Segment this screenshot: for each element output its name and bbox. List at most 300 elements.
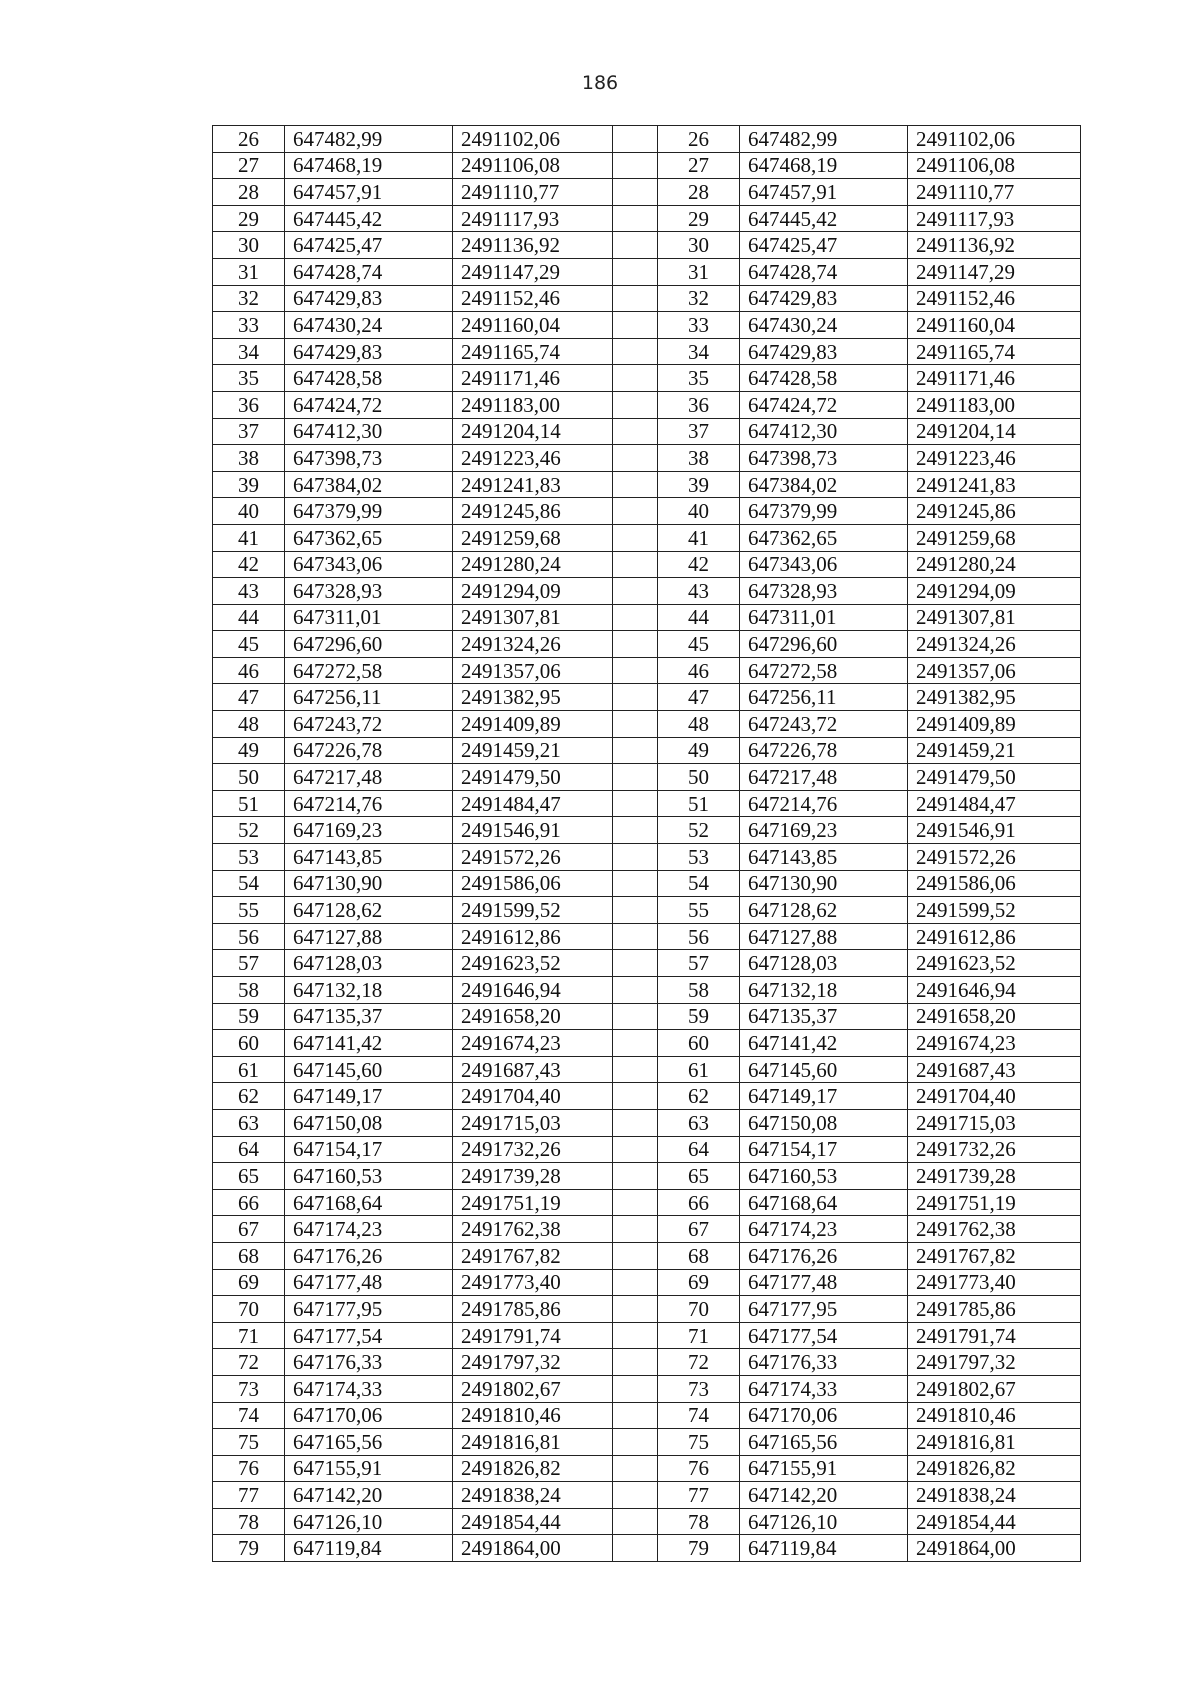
table-row xyxy=(213,1402,1081,1429)
left-y-coordinate-cell: 2491687,43 xyxy=(453,1056,613,1083)
right-y-coordinate-cell: 2491826,82 xyxy=(908,1455,1081,1482)
spacer-cell xyxy=(613,1429,658,1456)
left-y-coordinate-cell: 2491802,67 xyxy=(453,1375,613,1402)
right-y-coordinate-cell: 2491479,50 xyxy=(908,764,1081,791)
left-point-number-cell: 47 xyxy=(213,684,285,711)
spacer-cell xyxy=(613,498,658,525)
left-point-number-cell: 57 xyxy=(213,950,285,977)
right-point-number-cell: 37 xyxy=(658,418,740,445)
right-point-number-cell: 61 xyxy=(658,1056,740,1083)
left-x-coordinate-cell: 647126,10 xyxy=(285,1508,453,1535)
left-x-coordinate-cell: 647165,56 xyxy=(285,1429,453,1456)
left-y-coordinate-cell: 2491382,95 xyxy=(453,684,613,711)
left-y-coordinate-cell: 2491715,03 xyxy=(453,1109,613,1136)
right-y-coordinate-cell: 2491245,86 xyxy=(908,498,1081,525)
right-y-coordinate-cell: 2491732,26 xyxy=(908,1136,1081,1163)
spacer-cell xyxy=(613,152,658,179)
right-y-coordinate-cell: 2491280,24 xyxy=(908,551,1081,578)
right-x-coordinate-cell: 647425,47 xyxy=(740,232,908,259)
right-point-number-cell: 57 xyxy=(658,950,740,977)
right-point-number-cell: 71 xyxy=(658,1322,740,1349)
left-y-coordinate-cell: 2491572,26 xyxy=(453,844,613,871)
left-point-number-cell: 39 xyxy=(213,471,285,498)
right-x-coordinate-cell: 647428,58 xyxy=(740,365,908,392)
left-x-coordinate-cell: 647412,30 xyxy=(285,418,453,445)
right-point-number-cell: 59 xyxy=(658,1003,740,1030)
right-point-number-cell: 66 xyxy=(658,1189,740,1216)
left-y-coordinate-cell: 2491791,74 xyxy=(453,1322,613,1349)
left-point-number-cell: 58 xyxy=(213,977,285,1004)
right-point-number-cell: 28 xyxy=(658,179,740,206)
right-x-coordinate-cell: 647343,06 xyxy=(740,551,908,578)
right-x-coordinate-cell: 647429,83 xyxy=(740,338,908,365)
right-y-coordinate-cell: 2491773,40 xyxy=(908,1269,1081,1296)
left-y-coordinate-cell: 2491245,86 xyxy=(453,498,613,525)
spacer-cell xyxy=(613,1269,658,1296)
table-row xyxy=(213,1189,1081,1216)
right-y-coordinate-cell: 2491762,38 xyxy=(908,1216,1081,1243)
right-point-number-cell: 50 xyxy=(658,764,740,791)
spacer-cell xyxy=(613,897,658,924)
table-row xyxy=(213,365,1081,392)
left-point-number-cell: 31 xyxy=(213,258,285,285)
left-y-coordinate-cell: 2491294,09 xyxy=(453,578,613,605)
right-y-coordinate-cell: 2491259,68 xyxy=(908,524,1081,551)
left-y-coordinate-cell: 2491136,92 xyxy=(453,232,613,259)
right-point-number-cell: 75 xyxy=(658,1429,740,1456)
right-point-number-cell: 48 xyxy=(658,711,740,738)
right-y-coordinate-cell: 2491102,06 xyxy=(908,126,1081,153)
left-y-coordinate-cell: 2491459,21 xyxy=(453,737,613,764)
right-point-number-cell: 62 xyxy=(658,1083,740,1110)
spacer-cell xyxy=(613,1056,658,1083)
left-x-coordinate-cell: 647362,65 xyxy=(285,524,453,551)
left-x-coordinate-cell: 647150,08 xyxy=(285,1109,453,1136)
right-y-coordinate-cell: 2491152,46 xyxy=(908,285,1081,312)
left-x-coordinate-cell: 647141,42 xyxy=(285,1030,453,1057)
left-point-number-cell: 43 xyxy=(213,578,285,605)
table-row xyxy=(213,1508,1081,1535)
table-row xyxy=(213,578,1081,605)
right-y-coordinate-cell: 2491357,06 xyxy=(908,657,1081,684)
right-point-number-cell: 31 xyxy=(658,258,740,285)
right-x-coordinate-cell: 647127,88 xyxy=(740,923,908,950)
spacer-cell xyxy=(613,1003,658,1030)
table-row xyxy=(213,1269,1081,1296)
right-point-number-cell: 41 xyxy=(658,524,740,551)
spacer-cell xyxy=(613,790,658,817)
right-x-coordinate-cell: 647126,10 xyxy=(740,1508,908,1535)
table-row xyxy=(213,285,1081,312)
table-row xyxy=(213,1322,1081,1349)
left-x-coordinate-cell: 647160,53 xyxy=(285,1163,453,1190)
table-row xyxy=(213,418,1081,445)
left-point-number-cell: 42 xyxy=(213,551,285,578)
spacer-cell xyxy=(613,870,658,897)
right-y-coordinate-cell: 2491797,32 xyxy=(908,1349,1081,1376)
left-point-number-cell: 49 xyxy=(213,737,285,764)
right-point-number-cell: 73 xyxy=(658,1375,740,1402)
spacer-cell xyxy=(613,338,658,365)
right-x-coordinate-cell: 647445,42 xyxy=(740,205,908,232)
table-row xyxy=(213,1003,1081,1030)
right-y-coordinate-cell: 2491802,67 xyxy=(908,1375,1081,1402)
spacer-cell xyxy=(613,1402,658,1429)
right-x-coordinate-cell: 647143,85 xyxy=(740,844,908,871)
left-x-coordinate-cell: 647256,11 xyxy=(285,684,453,711)
spacer-cell xyxy=(613,631,658,658)
spacer-cell xyxy=(613,1349,658,1376)
right-y-coordinate-cell: 2491171,46 xyxy=(908,365,1081,392)
table-row xyxy=(213,1296,1081,1323)
right-y-coordinate-cell: 2491612,86 xyxy=(908,923,1081,950)
right-point-number-cell: 43 xyxy=(658,578,740,605)
right-y-coordinate-cell: 2491572,26 xyxy=(908,844,1081,871)
table-row xyxy=(213,923,1081,950)
right-x-coordinate-cell: 647311,01 xyxy=(740,604,908,631)
table-row xyxy=(213,152,1081,179)
right-point-number-cell: 69 xyxy=(658,1269,740,1296)
table-row xyxy=(213,498,1081,525)
left-point-number-cell: 52 xyxy=(213,817,285,844)
right-x-coordinate-cell: 647176,26 xyxy=(740,1242,908,1269)
left-y-coordinate-cell: 2491152,46 xyxy=(453,285,613,312)
spacer-cell xyxy=(613,205,658,232)
spacer-cell xyxy=(613,1508,658,1535)
table-row xyxy=(213,631,1081,658)
left-x-coordinate-cell: 647217,48 xyxy=(285,764,453,791)
right-x-coordinate-cell: 647174,23 xyxy=(740,1216,908,1243)
right-x-coordinate-cell: 647412,30 xyxy=(740,418,908,445)
left-point-number-cell: 50 xyxy=(213,764,285,791)
left-point-number-cell: 36 xyxy=(213,391,285,418)
right-y-coordinate-cell: 2491110,77 xyxy=(908,179,1081,206)
left-y-coordinate-cell: 2491739,28 xyxy=(453,1163,613,1190)
right-point-number-cell: 30 xyxy=(658,232,740,259)
table-row xyxy=(213,950,1081,977)
right-point-number-cell: 67 xyxy=(658,1216,740,1243)
left-x-coordinate-cell: 647311,01 xyxy=(285,604,453,631)
left-y-coordinate-cell: 2491409,89 xyxy=(453,711,613,738)
left-y-coordinate-cell: 2491110,77 xyxy=(453,179,613,206)
right-x-coordinate-cell: 647379,99 xyxy=(740,498,908,525)
right-point-number-cell: 54 xyxy=(658,870,740,897)
left-x-coordinate-cell: 647174,33 xyxy=(285,1375,453,1402)
left-y-coordinate-cell: 2491160,04 xyxy=(453,312,613,339)
table-row xyxy=(213,1056,1081,1083)
right-x-coordinate-cell: 647154,17 xyxy=(740,1136,908,1163)
spacer-cell xyxy=(613,1109,658,1136)
left-y-coordinate-cell: 2491241,83 xyxy=(453,471,613,498)
table-row xyxy=(213,1375,1081,1402)
table-row xyxy=(213,1455,1081,1482)
spacer-cell xyxy=(613,657,658,684)
table-row xyxy=(213,1163,1081,1190)
left-x-coordinate-cell: 647384,02 xyxy=(285,471,453,498)
table-row xyxy=(213,471,1081,498)
right-y-coordinate-cell: 2491165,74 xyxy=(908,338,1081,365)
left-x-coordinate-cell: 647177,48 xyxy=(285,1269,453,1296)
left-y-coordinate-cell: 2491767,82 xyxy=(453,1242,613,1269)
left-y-coordinate-cell: 2491147,29 xyxy=(453,258,613,285)
right-point-number-cell: 40 xyxy=(658,498,740,525)
left-x-coordinate-cell: 647142,20 xyxy=(285,1482,453,1509)
left-point-number-cell: 63 xyxy=(213,1109,285,1136)
left-x-coordinate-cell: 647174,23 xyxy=(285,1216,453,1243)
left-point-number-cell: 41 xyxy=(213,524,285,551)
right-y-coordinate-cell: 2491136,92 xyxy=(908,232,1081,259)
left-x-coordinate-cell: 647143,85 xyxy=(285,844,453,871)
right-point-number-cell: 74 xyxy=(658,1402,740,1429)
left-point-number-cell: 27 xyxy=(213,152,285,179)
left-point-number-cell: 64 xyxy=(213,1136,285,1163)
left-y-coordinate-cell: 2491773,40 xyxy=(453,1269,613,1296)
left-point-number-cell: 48 xyxy=(213,711,285,738)
coordinates-table-body xyxy=(213,126,1081,1562)
left-point-number-cell: 53 xyxy=(213,844,285,871)
left-x-coordinate-cell: 647168,64 xyxy=(285,1189,453,1216)
left-y-coordinate-cell: 2491183,00 xyxy=(453,391,613,418)
left-point-number-cell: 77 xyxy=(213,1482,285,1509)
spacer-cell xyxy=(613,711,658,738)
table-row xyxy=(213,551,1081,578)
right-point-number-cell: 47 xyxy=(658,684,740,711)
right-y-coordinate-cell: 2491382,95 xyxy=(908,684,1081,711)
table-row xyxy=(213,205,1081,232)
right-point-number-cell: 76 xyxy=(658,1455,740,1482)
left-y-coordinate-cell: 2491102,06 xyxy=(453,126,613,153)
spacer-cell xyxy=(613,179,658,206)
left-y-coordinate-cell: 2491165,74 xyxy=(453,338,613,365)
coordinates-table xyxy=(212,125,1081,1562)
left-y-coordinate-cell: 2491864,00 xyxy=(453,1535,613,1562)
right-x-coordinate-cell: 647468,19 xyxy=(740,152,908,179)
table-row xyxy=(213,1030,1081,1057)
left-y-coordinate-cell: 2491357,06 xyxy=(453,657,613,684)
left-point-number-cell: 71 xyxy=(213,1322,285,1349)
right-point-number-cell: 33 xyxy=(658,312,740,339)
page-number: 186 xyxy=(581,72,619,94)
left-point-number-cell: 67 xyxy=(213,1216,285,1243)
right-point-number-cell: 49 xyxy=(658,737,740,764)
spacer-cell xyxy=(613,391,658,418)
left-y-coordinate-cell: 2491259,68 xyxy=(453,524,613,551)
table-row xyxy=(213,1429,1081,1456)
right-x-coordinate-cell: 647430,24 xyxy=(740,312,908,339)
right-x-coordinate-cell: 647130,90 xyxy=(740,870,908,897)
spacer-cell xyxy=(613,365,658,392)
left-x-coordinate-cell: 647328,93 xyxy=(285,578,453,605)
spacer-cell xyxy=(613,1242,658,1269)
right-point-number-cell: 51 xyxy=(658,790,740,817)
right-point-number-cell: 72 xyxy=(658,1349,740,1376)
spacer-cell xyxy=(613,258,658,285)
left-x-coordinate-cell: 647176,33 xyxy=(285,1349,453,1376)
left-y-coordinate-cell: 2491810,46 xyxy=(453,1402,613,1429)
spacer-cell xyxy=(613,977,658,1004)
table-row xyxy=(213,764,1081,791)
spacer-cell xyxy=(613,923,658,950)
right-x-coordinate-cell: 647429,83 xyxy=(740,285,908,312)
right-point-number-cell: 56 xyxy=(658,923,740,950)
left-y-coordinate-cell: 2491674,23 xyxy=(453,1030,613,1057)
right-y-coordinate-cell: 2491674,23 xyxy=(908,1030,1081,1057)
right-point-number-cell: 52 xyxy=(658,817,740,844)
spacer-cell xyxy=(613,764,658,791)
spacer-cell xyxy=(613,285,658,312)
spacer-cell xyxy=(613,126,658,153)
left-point-number-cell: 32 xyxy=(213,285,285,312)
left-x-coordinate-cell: 647457,91 xyxy=(285,179,453,206)
right-point-number-cell: 26 xyxy=(658,126,740,153)
left-point-number-cell: 65 xyxy=(213,1163,285,1190)
left-point-number-cell: 45 xyxy=(213,631,285,658)
left-point-number-cell: 60 xyxy=(213,1030,285,1057)
left-x-coordinate-cell: 647170,06 xyxy=(285,1402,453,1429)
table-row xyxy=(213,1535,1081,1562)
right-x-coordinate-cell: 647169,23 xyxy=(740,817,908,844)
left-x-coordinate-cell: 647176,26 xyxy=(285,1242,453,1269)
right-y-coordinate-cell: 2491160,04 xyxy=(908,312,1081,339)
left-x-coordinate-cell: 647430,24 xyxy=(285,312,453,339)
table-row xyxy=(213,870,1081,897)
right-point-number-cell: 60 xyxy=(658,1030,740,1057)
right-y-coordinate-cell: 2491241,83 xyxy=(908,471,1081,498)
right-point-number-cell: 45 xyxy=(658,631,740,658)
spacer-cell xyxy=(613,1482,658,1509)
right-x-coordinate-cell: 647482,99 xyxy=(740,126,908,153)
right-point-number-cell: 34 xyxy=(658,338,740,365)
right-y-coordinate-cell: 2491294,09 xyxy=(908,578,1081,605)
table-row xyxy=(213,1136,1081,1163)
left-y-coordinate-cell: 2491785,86 xyxy=(453,1296,613,1323)
left-y-coordinate-cell: 2491586,06 xyxy=(453,870,613,897)
table-row xyxy=(213,657,1081,684)
right-y-coordinate-cell: 2491459,21 xyxy=(908,737,1081,764)
right-x-coordinate-cell: 647150,08 xyxy=(740,1109,908,1136)
right-x-coordinate-cell: 647256,11 xyxy=(740,684,908,711)
right-point-number-cell: 42 xyxy=(658,551,740,578)
left-point-number-cell: 69 xyxy=(213,1269,285,1296)
spacer-cell xyxy=(613,445,658,472)
table-row xyxy=(213,179,1081,206)
left-x-coordinate-cell: 647428,58 xyxy=(285,365,453,392)
left-point-number-cell: 59 xyxy=(213,1003,285,1030)
table-row xyxy=(213,258,1081,285)
left-point-number-cell: 76 xyxy=(213,1455,285,1482)
right-y-coordinate-cell: 2491409,89 xyxy=(908,711,1081,738)
right-point-number-cell: 68 xyxy=(658,1242,740,1269)
spacer-cell xyxy=(613,1322,658,1349)
left-point-number-cell: 35 xyxy=(213,365,285,392)
spacer-cell xyxy=(613,1375,658,1402)
left-point-number-cell: 73 xyxy=(213,1375,285,1402)
table-row xyxy=(213,790,1081,817)
table-row xyxy=(213,232,1081,259)
right-y-coordinate-cell: 2491810,46 xyxy=(908,1402,1081,1429)
table-row xyxy=(213,1349,1081,1376)
spacer-cell xyxy=(613,817,658,844)
right-x-coordinate-cell: 647217,48 xyxy=(740,764,908,791)
spacer-cell xyxy=(613,1535,658,1562)
right-y-coordinate-cell: 2491704,40 xyxy=(908,1083,1081,1110)
left-y-coordinate-cell: 2491816,81 xyxy=(453,1429,613,1456)
left-x-coordinate-cell: 647468,19 xyxy=(285,152,453,179)
right-y-coordinate-cell: 2491204,14 xyxy=(908,418,1081,445)
table-row xyxy=(213,977,1081,1004)
left-point-number-cell: 37 xyxy=(213,418,285,445)
spacer-cell xyxy=(613,312,658,339)
right-x-coordinate-cell: 647243,72 xyxy=(740,711,908,738)
right-point-number-cell: 65 xyxy=(658,1163,740,1190)
spacer-cell xyxy=(613,950,658,977)
right-point-number-cell: 29 xyxy=(658,205,740,232)
table-row xyxy=(213,737,1081,764)
table-row xyxy=(213,817,1081,844)
left-y-coordinate-cell: 2491117,93 xyxy=(453,205,613,232)
right-x-coordinate-cell: 647135,37 xyxy=(740,1003,908,1030)
left-y-coordinate-cell: 2491646,94 xyxy=(453,977,613,1004)
table-row xyxy=(213,1109,1081,1136)
left-x-coordinate-cell: 647119,84 xyxy=(285,1535,453,1562)
left-x-coordinate-cell: 647149,17 xyxy=(285,1083,453,1110)
left-x-coordinate-cell: 647482,99 xyxy=(285,126,453,153)
left-point-number-cell: 62 xyxy=(213,1083,285,1110)
right-y-coordinate-cell: 2491816,81 xyxy=(908,1429,1081,1456)
left-point-number-cell: 44 xyxy=(213,604,285,631)
spacer-cell xyxy=(613,1030,658,1057)
left-y-coordinate-cell: 2491658,20 xyxy=(453,1003,613,1030)
right-y-coordinate-cell: 2491791,74 xyxy=(908,1322,1081,1349)
left-y-coordinate-cell: 2491484,47 xyxy=(453,790,613,817)
right-x-coordinate-cell: 647142,20 xyxy=(740,1482,908,1509)
right-y-coordinate-cell: 2491838,24 xyxy=(908,1482,1081,1509)
left-x-coordinate-cell: 647343,06 xyxy=(285,551,453,578)
right-y-coordinate-cell: 2491715,03 xyxy=(908,1109,1081,1136)
right-point-number-cell: 63 xyxy=(658,1109,740,1136)
left-y-coordinate-cell: 2491324,26 xyxy=(453,631,613,658)
left-y-coordinate-cell: 2491204,14 xyxy=(453,418,613,445)
left-point-number-cell: 70 xyxy=(213,1296,285,1323)
spacer-cell xyxy=(613,844,658,871)
left-x-coordinate-cell: 647379,99 xyxy=(285,498,453,525)
right-x-coordinate-cell: 647428,74 xyxy=(740,258,908,285)
left-x-coordinate-cell: 647128,62 xyxy=(285,897,453,924)
right-x-coordinate-cell: 647457,91 xyxy=(740,179,908,206)
left-point-number-cell: 55 xyxy=(213,897,285,924)
table-row xyxy=(213,1083,1081,1110)
right-y-coordinate-cell: 2491307,81 xyxy=(908,604,1081,631)
left-point-number-cell: 68 xyxy=(213,1242,285,1269)
right-x-coordinate-cell: 647296,60 xyxy=(740,631,908,658)
table-row xyxy=(213,524,1081,551)
left-x-coordinate-cell: 647424,72 xyxy=(285,391,453,418)
table-row xyxy=(213,391,1081,418)
left-x-coordinate-cell: 647169,23 xyxy=(285,817,453,844)
left-point-number-cell: 79 xyxy=(213,1535,285,1562)
right-x-coordinate-cell: 647424,72 xyxy=(740,391,908,418)
table-row xyxy=(213,711,1081,738)
right-y-coordinate-cell: 2491546,91 xyxy=(908,817,1081,844)
spacer-cell xyxy=(613,604,658,631)
table-row xyxy=(213,338,1081,365)
left-point-number-cell: 26 xyxy=(213,126,285,153)
right-x-coordinate-cell: 647170,06 xyxy=(740,1402,908,1429)
right-x-coordinate-cell: 647168,64 xyxy=(740,1189,908,1216)
table-row xyxy=(213,897,1081,924)
right-point-number-cell: 70 xyxy=(658,1296,740,1323)
right-x-coordinate-cell: 647119,84 xyxy=(740,1535,908,1562)
